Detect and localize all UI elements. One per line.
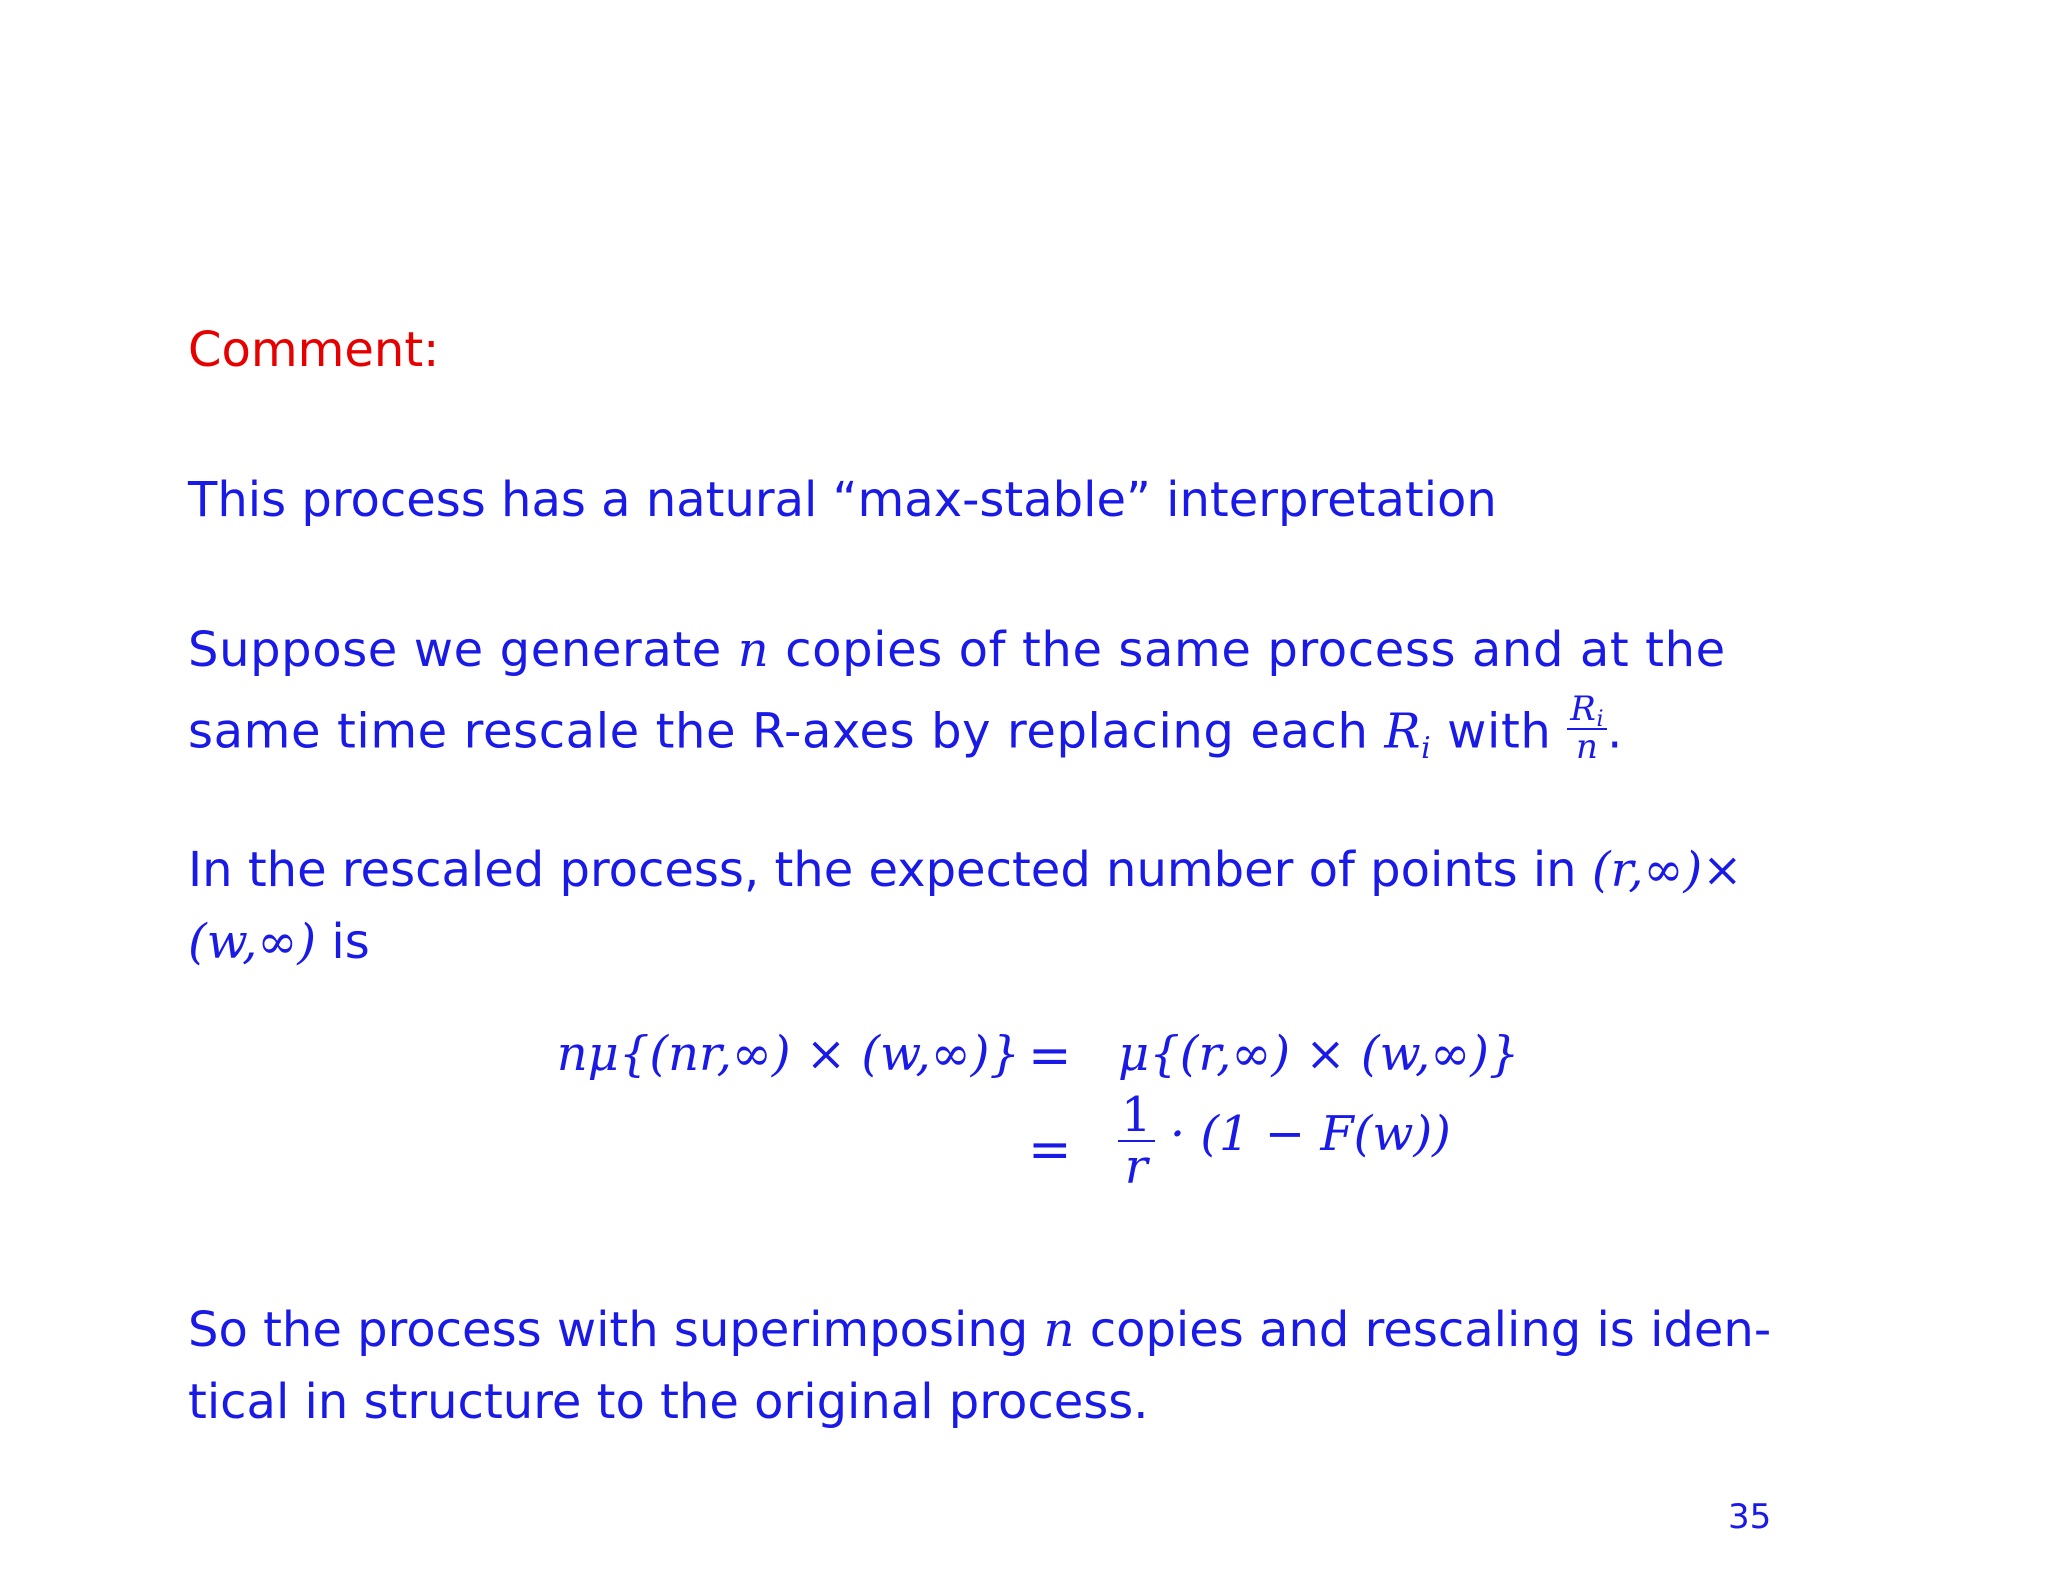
math-subscript-i: i xyxy=(1421,730,1432,766)
text-segment: So the process with superimposing xyxy=(188,1302,1044,1358)
text-segment: is xyxy=(316,914,370,970)
equation-lhs: nμ{(nr,∞) × (w,∞)} xyxy=(556,1026,1020,1082)
period: . xyxy=(1607,703,1623,760)
fraction-1-over-r xyxy=(1118,1087,1155,1196)
text-segment: copies of the same process and at the xyxy=(769,622,1726,678)
fraction-denominator: n xyxy=(1575,726,1599,767)
fraction-R-over-n xyxy=(1567,689,1607,767)
fraction-denominator: r xyxy=(1124,1139,1148,1196)
math-interval-r: (r,∞) xyxy=(1591,842,1703,898)
equation-equals-1: = xyxy=(1028,1026,1072,1086)
paragraph-suppose-line2 xyxy=(188,689,1623,771)
text-segment: same time rescale the R-axes by replacing each xyxy=(188,703,1385,760)
math-times: × xyxy=(1702,842,1743,898)
paragraph-rescaled-line1 xyxy=(188,842,1743,898)
math-n: n xyxy=(737,622,770,678)
fraction-numerator: 1 xyxy=(1118,1090,1155,1142)
text-segment: Suppose we generate xyxy=(188,622,738,678)
math-R: R xyxy=(1570,689,1597,729)
text-segment: copies and rescaling is iden- xyxy=(1074,1302,1772,1358)
math-interval-w: (w,∞) xyxy=(188,914,317,970)
text-segment: In the rescaled process, the expected number of points in xyxy=(188,842,1592,898)
fraction-numerator xyxy=(1567,689,1607,732)
comment-heading: Comment: xyxy=(188,322,440,378)
equation-equals-2: = xyxy=(1028,1120,1072,1180)
text-segment: with xyxy=(1431,703,1568,760)
paragraph-conclusion-line1 xyxy=(188,1302,1772,1358)
paragraph-conclusion-line2: tical in structure to the original process. xyxy=(188,1374,1149,1430)
equation-rhs-2 xyxy=(1118,1087,1451,1196)
math-R: R xyxy=(1384,703,1422,760)
math-n: n xyxy=(1043,1302,1075,1358)
paragraph-max-stable: This process has a natural “max-stable” interpretation xyxy=(188,472,1497,528)
equation-rhs-1: μ{(r,∞) × (w,∞)} xyxy=(1118,1026,1520,1082)
math-subscript-i: i xyxy=(1596,707,1605,732)
paragraph-suppose-line1 xyxy=(188,622,1726,678)
paragraph-rescaled-line2 xyxy=(188,914,370,970)
page-number: 35 xyxy=(1728,1497,1772,1537)
equation-rhs-2-rest: · (1 − F(w)) xyxy=(1169,1106,1451,1163)
